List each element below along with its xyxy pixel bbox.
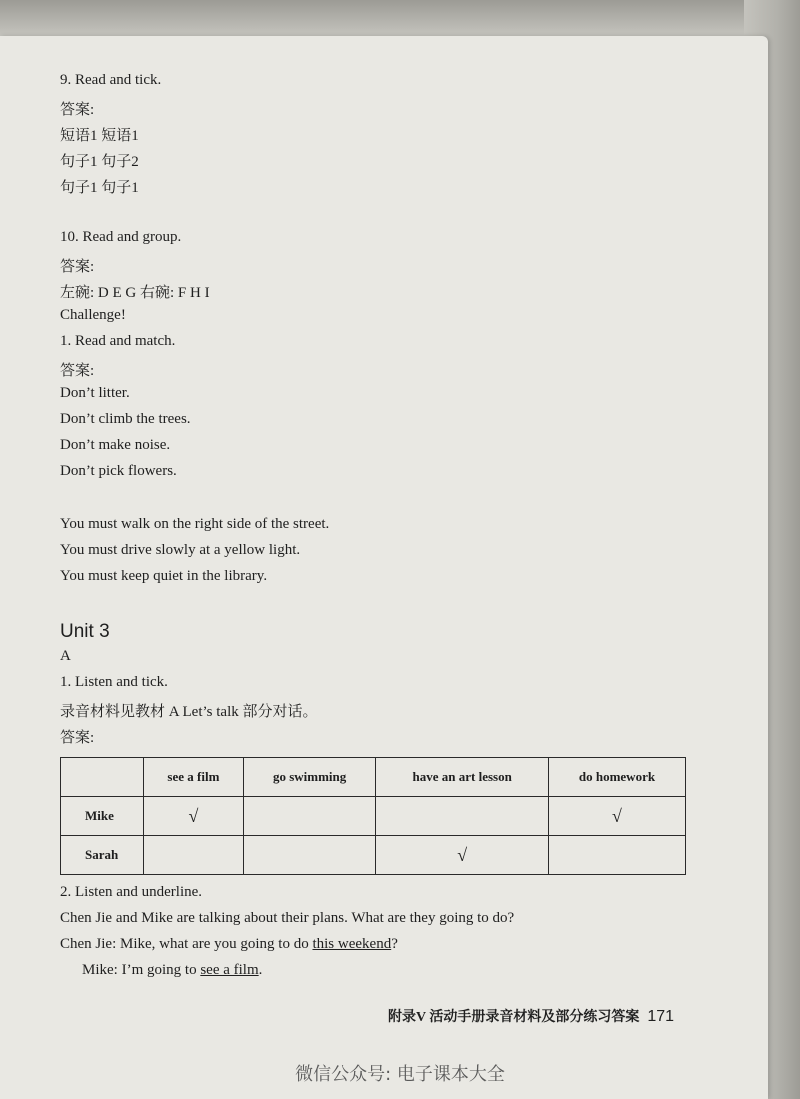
answer-table: [60, 757, 686, 875]
table-header-row: [61, 758, 686, 797]
sec9-line: 句子1 句子2: [60, 154, 139, 170]
must-line: You must walk on the right side of the street.: [60, 516, 330, 532]
challenge-title: Challenge!: [60, 307, 126, 323]
table-cell: [548, 836, 685, 875]
underlined-answer: this weekend: [312, 936, 392, 952]
page-footer: [388, 1006, 674, 1026]
dialogue-text: .: [258, 962, 263, 978]
table-row: [61, 836, 686, 875]
table-header-cell: see a film: [144, 758, 244, 797]
dialogue-text: Mike: I’m going to: [82, 962, 201, 978]
sec9-line: 句子1 句子1: [60, 180, 139, 196]
must-line: You must drive slowly at a yellow light.: [60, 542, 301, 558]
page-number: 171: [647, 1008, 675, 1025]
table-cell: √: [376, 836, 549, 875]
underlined-answer: see a film: [200, 962, 259, 978]
sec9-answer-label: 答案:: [60, 102, 95, 118]
sec9-title: 9. Read and tick.: [60, 72, 162, 88]
unit-part: A: [60, 648, 71, 664]
listen2-intro: Chen Jie and Mike are talking about their plans. What are they going to do?: [60, 910, 515, 926]
unit-title: Unit 3: [60, 621, 110, 642]
sec10-answer-label: 答案:: [60, 259, 95, 275]
sec9-line: 短语1 短语1: [60, 128, 139, 144]
must-line: You must keep quiet in the library.: [60, 568, 268, 584]
listen1-note: 录音材料见教材 A Let’s talk 部分对话。: [60, 704, 318, 720]
table-header-cell: [61, 758, 144, 797]
table-row-name: Sarah: [61, 836, 144, 875]
table-header-cell: do homework: [548, 758, 685, 797]
table-cell: [243, 836, 376, 875]
dialogue-text: Chen Jie: Mike, what are you going to do: [60, 936, 313, 952]
dialogue-text: ?: [391, 936, 398, 952]
dialogue-line-mike: [82, 962, 262, 979]
listen1-answer-label: 答案:: [60, 730, 95, 746]
listen1-title: 1. Listen and tick.: [60, 674, 168, 690]
table-header-cell: go swimming: [243, 758, 376, 797]
sec10-result: 左碗: D E G 右碗: F H I: [60, 285, 210, 301]
dialogue-line-chen-jie: [60, 936, 398, 953]
table-cell: √: [144, 797, 244, 836]
dont-line: Don’t pick flowers.: [60, 463, 177, 479]
challenge-answer-label: 答案:: [60, 363, 95, 379]
footer-text: 附录V 活动手册录音材料及部分练习答案: [388, 1010, 640, 1025]
dont-line: Don’t make noise.: [60, 437, 171, 453]
table-row-name: Mike: [61, 797, 144, 836]
table-cell: [144, 836, 244, 875]
dont-line: Don’t climb the trees.: [60, 411, 191, 427]
watermark: 微信公众号: 电子课本大全: [295, 1064, 505, 1085]
dont-line: Don’t litter.: [60, 385, 130, 401]
challenge-item1: 1. Read and match.: [60, 333, 176, 349]
table-row: [61, 797, 686, 836]
table-cell: [376, 797, 549, 836]
table-header-cell: have an art lesson: [376, 758, 549, 797]
table-cell: [243, 797, 376, 836]
table-cell: √: [548, 797, 685, 836]
sec10-title: 10. Read and group.: [60, 229, 182, 245]
listen2-title: 2. Listen and underline.: [60, 884, 203, 900]
